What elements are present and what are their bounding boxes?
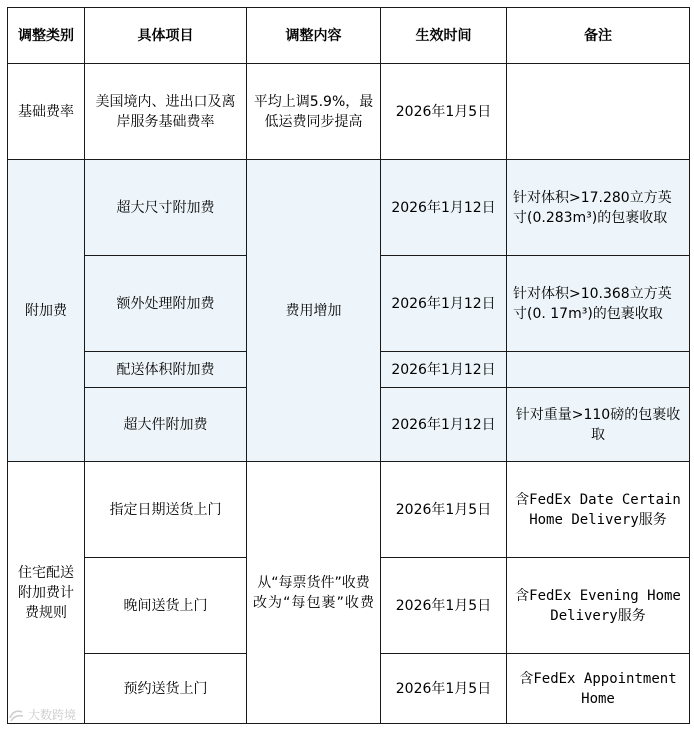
header-item: 具体项目 [85, 8, 247, 64]
category-cell: 住宅配送附加费计费规则 [8, 462, 85, 724]
date-cell: 2026年1月12日 [381, 256, 507, 352]
date-cell: 2026年1月5日 [381, 64, 507, 160]
date-cell: 2026年1月5日 [381, 654, 507, 724]
watermark-logo-icon [8, 708, 24, 722]
item-cell: 额外处理附加费 [85, 256, 247, 352]
note-cell: 针对重量>110磅的包裹收取 [507, 388, 690, 462]
header-row [8, 8, 690, 64]
watermark [8, 706, 76, 723]
category-cell: 基础费率 [8, 64, 85, 160]
item-cell: 指定日期送货上门 [85, 462, 247, 558]
note-cell: 含FedEx Evening Home Delivery服务 [507, 558, 690, 654]
note-cell: 含FedEx Date Certain Home Delivery服务 [507, 462, 690, 558]
table-row [8, 160, 690, 256]
header-content: 调整内容 [247, 8, 381, 64]
fee-adjustment-table [7, 7, 690, 724]
content-cell: 平均上调5.9%，最低运费同步提高 [247, 64, 381, 160]
content-cell: 费用增加 [247, 160, 381, 462]
item-cell: 预约送货上门 [85, 654, 247, 724]
table-row [8, 462, 690, 558]
item-cell: 超大件附加费 [85, 388, 247, 462]
content-cell: 从“每票货件”收费改为“每包裹”收费 [247, 462, 381, 724]
date-cell: 2026年1月5日 [381, 558, 507, 654]
watermark-text: 大数跨境 [28, 708, 77, 722]
header-note: 备注 [507, 8, 690, 64]
category-cell: 附加费 [8, 160, 85, 462]
note-cell [507, 64, 690, 160]
date-cell: 2026年1月12日 [381, 160, 507, 256]
note-cell: 针对体积>17.280立方英寸(0.283m³)的包裹收取 [507, 160, 690, 256]
item-cell: 晚间送货上门 [85, 558, 247, 654]
item-cell: 超大尺寸附加费 [85, 160, 247, 256]
date-cell: 2026年1月5日 [381, 462, 507, 558]
date-cell: 2026年1月12日 [381, 352, 507, 388]
note-cell [507, 352, 690, 388]
date-cell: 2026年1月12日 [381, 388, 507, 462]
item-cell: 配送体积附加费 [85, 352, 247, 388]
table-row [8, 64, 690, 160]
item-cell: 美国境内、进出口及离岸服务基础费率 [85, 64, 247, 160]
header-date: 生效时间 [381, 8, 507, 64]
note-cell: 针对体积>10.368立方英寸(0. 17m³)的包裹收取 [507, 256, 690, 352]
header-category: 调整类别 [8, 8, 85, 64]
note-cell: 含FedEx Appointment Home [507, 654, 690, 724]
